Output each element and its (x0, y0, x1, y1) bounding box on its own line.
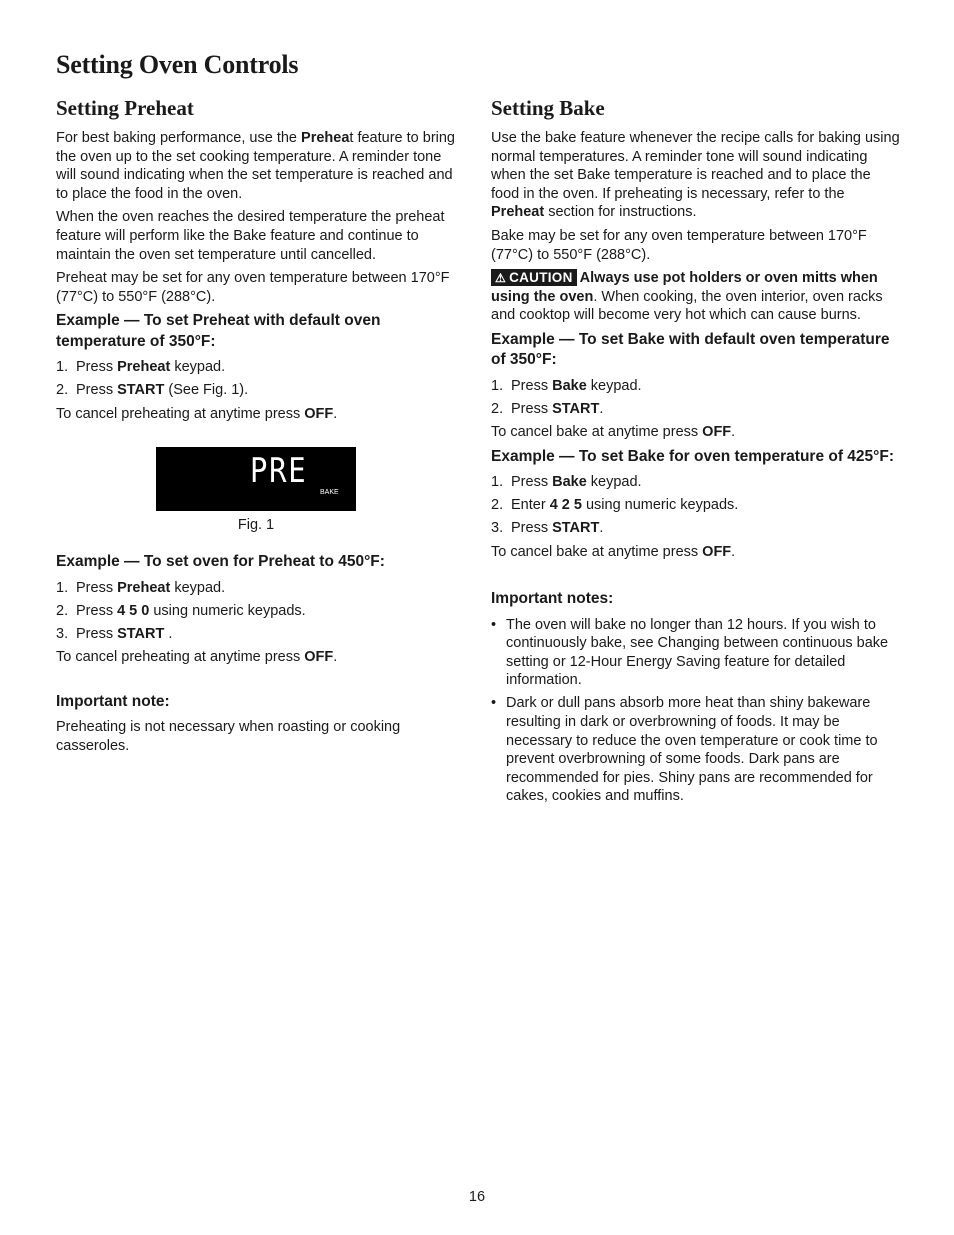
preheat-intro-bold: Prehea (301, 130, 350, 146)
caution-label: CAUTION (509, 270, 573, 286)
step-number: 2. (491, 401, 504, 418)
cancel-text-end: . (731, 543, 736, 560)
step-text: Enter (511, 497, 550, 514)
step-number: 2. (491, 497, 504, 514)
preheat-intro (56, 129, 456, 203)
step-number: 1. (491, 377, 504, 394)
step-text-end: keypad. (170, 359, 226, 376)
preheat-intro-text: For best baking performance, use the (56, 130, 302, 146)
list-item (491, 519, 901, 538)
list-item (491, 400, 901, 419)
list-item (491, 496, 901, 515)
list-item (491, 473, 901, 492)
list-item (56, 625, 456, 644)
caution-notice (491, 269, 901, 325)
list-item (56, 358, 456, 377)
figure-caption: Fig. 1 (237, 517, 275, 534)
cancel-text-end: . (333, 405, 338, 422)
list-item (56, 602, 456, 621)
cancel-key: OFF (702, 424, 732, 441)
preheat-example-1-heading: Example — To set Preheat with default oven temperature of 350°F: (56, 312, 381, 350)
preheat-section (56, 94, 456, 760)
preheat-important-note-heading: Important note: (56, 692, 170, 710)
step-number: 3. (56, 625, 69, 642)
bake-important-notes-heading: Important notes: (491, 590, 614, 608)
cancel-key: OFF (304, 405, 334, 422)
step-number: 1. (56, 359, 69, 376)
step-key: Bake (552, 377, 587, 394)
display-readout: PRE (250, 451, 308, 492)
bake-important-notes-list (491, 616, 901, 806)
step-text: Press (76, 359, 118, 376)
page-title: Setting Oven Controls (56, 50, 299, 79)
step-number: 2. (56, 602, 69, 619)
step-number: 3. (491, 520, 504, 537)
list-item (56, 381, 456, 400)
bake-paragraph-2: Bake may be set for any oven temperature between 170°F (77°C) to 550°F (288°C). (491, 227, 867, 263)
cancel-text-end: . (333, 648, 338, 665)
step-text-end: . (599, 401, 604, 418)
cancel-text: To cancel bake at anytime press (491, 543, 703, 560)
step-text: Press (76, 602, 118, 619)
bake-intro (491, 129, 901, 222)
step-text: Press (511, 520, 553, 537)
step-text: Press (511, 377, 553, 394)
bake-cancel-note-1 (491, 423, 901, 442)
preheat-paragraph-3: Preheat may be set for any oven temperature between 170°F (77°C) to 550°F (288°C). (56, 270, 450, 305)
bake-example-1-steps (491, 377, 901, 419)
warning-icon: ⚠ (495, 271, 507, 286)
step-key: START (117, 382, 165, 399)
step-text-end: using numeric keypads. (149, 602, 306, 619)
preheat-intro-text-2: t feature to bring the oven up to the set cooking temperature. A reminder tone will sound indicating when the set temperature is reached and to place the food in the oven. (56, 130, 455, 202)
step-key: 4 2 5 (549, 497, 582, 514)
step-text-end: keypad. (170, 579, 226, 596)
preheat-example-2-steps (56, 579, 456, 644)
preheat-example-1-steps (56, 358, 456, 400)
bake-intro-text-2: section for instructions. (544, 204, 697, 221)
caution-bold-text: Always use pot holders or oven mitts when using the oven (491, 270, 878, 305)
cancel-text: To cancel preheating at anytime press (56, 405, 305, 422)
bullet-icon: • (491, 616, 497, 633)
step-key: Preheat (117, 579, 171, 596)
oven-display-image (156, 447, 356, 511)
preheat-paragraph-2: When the oven reaches the desired temperature the preheat feature will perform like the Bake feature and continue to maintain the oven set temperature until cancelled. (56, 209, 445, 263)
step-text: Press (511, 401, 553, 418)
cancel-text: To cancel bake at anytime press (491, 424, 703, 441)
list-item (491, 616, 901, 690)
step-key: START (552, 520, 600, 537)
step-text-end: using numeric keypads. (581, 497, 739, 514)
bake-intro-bold: Preheat (491, 204, 545, 221)
step-text: Press (511, 474, 553, 491)
cancel-text: To cancel preheating at anytime press (56, 648, 305, 665)
step-key: Preheat (117, 359, 171, 376)
bake-cancel-note-2 (491, 543, 901, 562)
caution-text: . When cooking, the oven interior, oven racks and cooktop will become very hot which can cause burns. (491, 288, 883, 324)
cancel-key: OFF (702, 543, 732, 560)
step-key: START (117, 625, 165, 642)
step-text-end: . (164, 625, 173, 642)
step-text: Press (76, 625, 118, 642)
preheat-heading: Setting Preheat (56, 96, 194, 120)
bake-intro-text: Use the bake feature whenever the recipe calls for baking using normal temperatures. A reminder tone will sound indicating when the set Bake temperature is reached and to place the food in the oven. If preheating is necessary, refer to the (491, 130, 900, 202)
note-text: Dark or dull pans absorb more heat than shiny bakeware resulting in dark or overbrowning of foods. It may be necessary to reduce the oven temperature or cook time to prevent overbrowning of some foods. Dark pans are recommended for pies. Shiny pans are recommended for cakes, cookies and muffins. (506, 695, 878, 805)
bake-example-1-heading: Example — To set Bake with default oven temperature of 350°F: (491, 330, 890, 369)
step-number: 1. (56, 579, 69, 596)
step-text-end: keypad. (586, 474, 642, 491)
step-number: 1. (491, 474, 504, 491)
caution-badge (491, 269, 577, 286)
step-key: START (552, 401, 600, 418)
preheat-example-2-heading: Example — To set oven for Preheat to 450°F: (56, 553, 385, 571)
cancel-key: OFF (304, 648, 334, 665)
bake-example-2-steps (491, 473, 901, 538)
step-text: Press (76, 382, 118, 399)
list-item (56, 579, 456, 598)
list-item (491, 377, 901, 396)
bake-heading: Setting Bake (491, 96, 605, 120)
preheat-important-note-text: Preheating is not necessary when roasting or cooking casseroles. (56, 719, 401, 754)
step-text: Press (76, 579, 118, 596)
bake-section (491, 94, 901, 811)
page-number: 16 (468, 1189, 486, 1205)
step-number: 2. (56, 382, 69, 399)
note-text: The oven will bake no longer than 12 hours. If you wish to continuously bake, see Changing between continuous bake setting or 12-Hour Energy Saving feature for detailed information. (506, 616, 889, 689)
step-text-end: . (599, 520, 604, 537)
bake-example-2-heading: Example — To set Bake for oven temperature of 425°F: (491, 447, 894, 465)
step-key: Bake (552, 474, 587, 491)
step-key: 4 5 0 (117, 602, 150, 619)
step-text-end: (See Fig. 1). (164, 382, 249, 399)
preheat-cancel-note-2 (56, 648, 456, 667)
bullet-icon: • (491, 695, 497, 712)
step-text-end: keypad. (586, 377, 642, 394)
display-bake-indicator: BAKE (320, 489, 339, 497)
preheat-cancel-note-1 (56, 405, 456, 424)
cancel-text-end: . (731, 424, 736, 441)
list-item (491, 694, 901, 806)
figure-1 (156, 447, 356, 533)
